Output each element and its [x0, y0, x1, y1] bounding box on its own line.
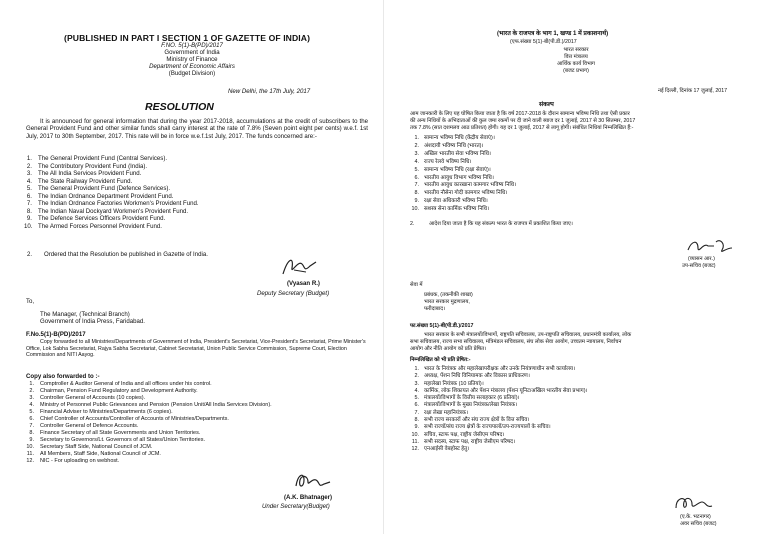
list-item: 5. The General Provident Fund (Defence Services). — [26, 185, 171, 192]
signature-bhatnager — [292, 468, 334, 494]
hindi-signatory-title-2: अवर सचिव (बजट) — [680, 521, 717, 527]
hindi-para-line-1: आम जानकारी के लिए यह घोषित किया जाता है कि वर्ष 2017-2018 के दौरान सामान्य भविष्य निधि तथा ऐसी प्रकार — [410, 111, 630, 117]
signatory-title-1: Deputy Secretary (Budget) — [257, 290, 330, 297]
list-item: 9. The Defence Services Officers Provident Fund. — [26, 215, 166, 222]
signatory-name-1: (Vyasan R.) — [287, 280, 320, 287]
list-item: 10. Secretary Staff Side, National Council of JCM. — [26, 444, 153, 450]
hindi-org-line-2: वित्त मंत्रालय — [564, 54, 588, 60]
list-item: 7. रक्षा लेखा महानियंत्रक। — [414, 409, 469, 416]
manager-line-2: Government of India Press, Faridabad. — [40, 318, 146, 325]
hindi-copy-line-2: सभा सचिवालय, राज्य सभा सचिवालय, मंत्रिमंडल सचिवालय, संघ लोक सेवा आयोग, उच्चतम न्यायालय, निर्वाचन — [410, 339, 622, 345]
list-item: 3. Controller General of Accounts (10 copies). — [29, 395, 146, 401]
announcement-paragraph: It is announced for general information that during the year 2017-2018, accumulations at the credit of subscribers to the General Provident Fund and other similar funds shall carry interest at the rate of 7.8% (Seven point eight per cents) w.e.f. 1st July, 2017 to 30th September, 2017. This rate will be in force w.e.f.1st July, 2017. The funds concerned are:- — [26, 118, 368, 140]
org-line-2: Ministry of Finance — [166, 56, 218, 63]
hindi-para-line-2: की अन्य निधियों के अभिदाताओं की कुल जमा रकमों पर दी जाने वाली ब्याज दर 1 जुलाई, 2017 से 30 सितम्बर, 2017 — [410, 118, 636, 124]
list-item: 2. Chairman, Pension Fund Regulatory and Development Authority. — [29, 388, 198, 394]
hindi-org-line-3: आर्थिक कार्य विभाग — [556, 61, 596, 67]
list-item: 4. राज्य रेलवे भविष्य निधि। — [414, 158, 472, 165]
hindi-manager-line-2: भारत सरकार मुद्रणालय, — [424, 299, 470, 305]
org-line-3: Department of Economic Affairs — [149, 63, 235, 70]
hindi-signatory-name-1: (व्यासन आर.) — [688, 256, 715, 262]
hindi-file-number: (एफ.संख्या 5(1)-बी(पी.डी.)/2017 — [510, 39, 577, 45]
signature-vyasan — [280, 254, 320, 280]
list-item: 1. सामान्य भविष्य निधि (केंद्रीय सेवाएं)। — [414, 135, 495, 141]
list-item: 12. एनआईसी वेबहोस्ट हेतु। — [411, 446, 470, 453]
org-line-4: (Budget Division) — [168, 70, 216, 77]
hindi-ordered-line: 2. आदेश दिया जाता है कि यह संकल्प भारत के राजपत्र में प्रकाशित किया जाए। — [410, 221, 573, 227]
list-item: 9. Secretary to Governors/Lt. Governors of all States/Union Territories. — [29, 437, 205, 443]
list-item: 3. महालेखा नियंत्रक (10 प्रतियां)। — [414, 380, 484, 387]
list-item: 11. सभी सदस्य, स्टाफ पक्ष, राष्ट्रीय जेसीएम परिषद। — [411, 438, 516, 445]
list-item: 2. अंशदायी भविष्य निधि (भारत)। — [414, 142, 484, 149]
list-item: 6. भारतीय आयुध विभाग भविष्य निधि। — [414, 174, 494, 181]
hindi-page — [384, 0, 768, 534]
hindi-para-line-3: तक 7.8% (सात दशमलव आठ प्रतिशत) होगी। यह दर 1 जुलाई, 2017 से लागू होगी। संबंधित निधियां निम्नलिखित हैं:- — [410, 125, 634, 131]
hindi-signatory-title-1: उप-सचिव (बजट) — [682, 263, 716, 269]
hindi-fund-list — [410, 135, 516, 214]
list-item: 5. सामान्य भविष्य निधि (रक्षा सेवाएं)। — [414, 166, 491, 173]
list-item: 9. रक्षा सेवा अधिकारी भविष्य निधि। — [414, 198, 488, 205]
fund-list — [24, 155, 199, 230]
hindi-manager-line-1: प्रबंधक, (तकनीकी शाखा) — [424, 292, 473, 298]
hindi-signatory-name-2: (ए.के. भटनागर) — [680, 514, 711, 520]
signature-hindi-bhatnagar — [672, 492, 716, 514]
hindi-copy-also-label: निम्नलिखित को भी प्रति प्रेषित:- — [410, 357, 471, 363]
hindi-copy-line-1: भारत सरकार के सभी मंत्रालयों/विभागों, राष्ट्रपति सचिवालय, उप-राष्ट्रपति सचिवालय, प्रधानमंत्री कार्यालय, लोक — [424, 332, 632, 338]
copy-paragraph: Copy forwarded to all Ministries/Departments of Government of India, President's Secretariat, Vice-President's Secretariat, Prime Minister's Office, Lok Sabha Secretariat, Rajya Sabha Secretariat, Cabinet Secretariat, Union Public Service Commission, Supreme Court, Election Commission and NITI Aayog. — [26, 339, 366, 359]
file-number-2: F.No.5(1)-B(PD)/2017 — [26, 331, 86, 338]
copy-list — [26, 381, 272, 465]
list-item: 8. The Indian Naval Dockyard Workmen's Provident Fund. — [26, 207, 189, 215]
hindi-manager-line-3: फरीदाबाद। — [424, 306, 446, 312]
list-item: 6. Chief Controller of Accounts/Controller of Accounts of Ministries/Departments. — [29, 416, 229, 422]
list-item: 5. Financial Adviser to Ministries/Departments (6 copies). — [29, 409, 173, 415]
list-item: 1. भारत के नियंत्रक और महालेखापरीक्षक और उनके नियंत्रणाधीन सभी कार्यालय। — [414, 366, 576, 372]
hindi-copy-list — [410, 366, 588, 454]
hindi-gazette-header: (भारत के राजपत्र के भाग 1, खण्ड 1 में प्रकाशनार्थ) — [497, 30, 609, 37]
hindi-org-line-4: (बजट प्रभाग) — [563, 68, 589, 74]
list-item: 8. Finance Secretary of all State Governments and Union Territories. — [29, 430, 201, 436]
hindi-file-number-2: फा.संख्या 5(1)-बी(पी.डी.)/2017 — [410, 323, 474, 329]
list-item: 2. The Contributory Provident Fund (India). — [26, 162, 148, 170]
list-item: 10. सचिव, स्टाफ पक्ष, राष्ट्रीय जेसीएम परिषद। — [411, 431, 505, 438]
list-item: 8. भारतीय नौसेना गोदी कामगार भविष्य निधि। — [414, 190, 508, 197]
list-item: 12. NIC - For uploading on webhost. — [26, 458, 120, 464]
list-item: 6. मंत्रालयों/विभागों के मुख्य नियंत्रक/लेखा नियंत्रक। — [414, 402, 518, 409]
list-item: 10. सशस्त्र सेना कार्मिक भविष्य निधि। — [411, 206, 490, 213]
list-item: 4. The State Railway Provident Fund. — [26, 177, 133, 185]
hindi-to-label: सेवा में — [410, 282, 423, 288]
hindi-date-line: नई दिल्ली, दिनांक 17 जुलाई, 2017 — [658, 88, 728, 94]
hindi-org-line-1: भारत सरकार — [563, 47, 589, 53]
org-line-1: Government of India — [164, 49, 220, 56]
list-item: 8. सभी राज्य सरकारों और संघ राज्य क्षेत्रों के वित्त सचिव। — [414, 417, 530, 424]
list-item: 1. The General Provident Fund (Central Services). — [26, 155, 168, 162]
list-item: 7. भारतीय आयुध कारखाना कामगार भविष्य निधि। — [414, 182, 517, 189]
list-item: 2. अध्यक्ष, पेंशन निधि विनियामक और विकास प्राधिकरण। — [414, 373, 530, 380]
list-item: 4. Ministry of Personnel Public Grievances and Pension (Pension Unit/All India Services Division). — [29, 402, 272, 408]
list-item: 10. The Armed Forces Personnel Provident Fund. — [24, 222, 162, 230]
list-item: 11. All Members, Staff Side, National Council of JCM. — [26, 451, 161, 457]
gazette-header: (PUBLISHED IN PART I SECTION 1 OF GAZETTE OF INDIA) — [64, 33, 311, 43]
ordered-line: 2. Ordered that the Resolution be published in Gazette of India. — [27, 251, 208, 258]
list-item: 3. The All India Services Provident Fund. — [26, 170, 142, 177]
date-line: New Delhi, the 17th July, 2017 — [228, 88, 311, 95]
list-item: 9. सभी राज्यों/संघ राज्य क्षेत्रों के राज्यपालों/उप-राज्यपालों के सचिव। — [414, 424, 551, 431]
manager-line-1: The Manager, (Technical Branch) — [40, 311, 130, 318]
list-item: 7. The Indian Ordnance Factories Workmen's Provident Fund. — [26, 200, 199, 207]
list-item: 6. The Indian Ordnance Department Provident Fund. — [26, 192, 174, 200]
hindi-copy-line-3: आयोग और नीति आयोग को प्रति प्रेषित। — [410, 346, 487, 352]
list-item: 5. मंत्रालयों/विभागों के वित्तीय सलाहकार (6 प्रतियां)। — [414, 395, 520, 402]
list-item: 7. Controller General of Defence Accounts. — [29, 423, 139, 429]
to-label: To, — [26, 298, 35, 305]
list-item: 3. अखिल भारतीय सेवा भविष्य निधि। — [414, 150, 491, 157]
list-item: 4. कार्मिक, लोक शिकायत और पेंशन मंत्रालय (पेंशन यूनिट/अखिल भारतीय सेवा प्रभाग)। — [414, 387, 588, 394]
signatory-title-2: Under Secretary(Budget) — [262, 503, 330, 510]
copy-also-label: Copy also forwarded to :- — [26, 373, 100, 380]
hindi-resolution-title: संकल्प — [539, 101, 554, 108]
resolution-title: RESOLUTION — [145, 101, 214, 113]
signatory-name-2: (A.K. Bhatnager) — [284, 494, 333, 501]
file-number: F.NO. 5(1)-B(PD)/2017 — [161, 42, 223, 49]
list-item: 1. Comptroller & Auditor General of India and all offices under his control. — [29, 381, 212, 387]
